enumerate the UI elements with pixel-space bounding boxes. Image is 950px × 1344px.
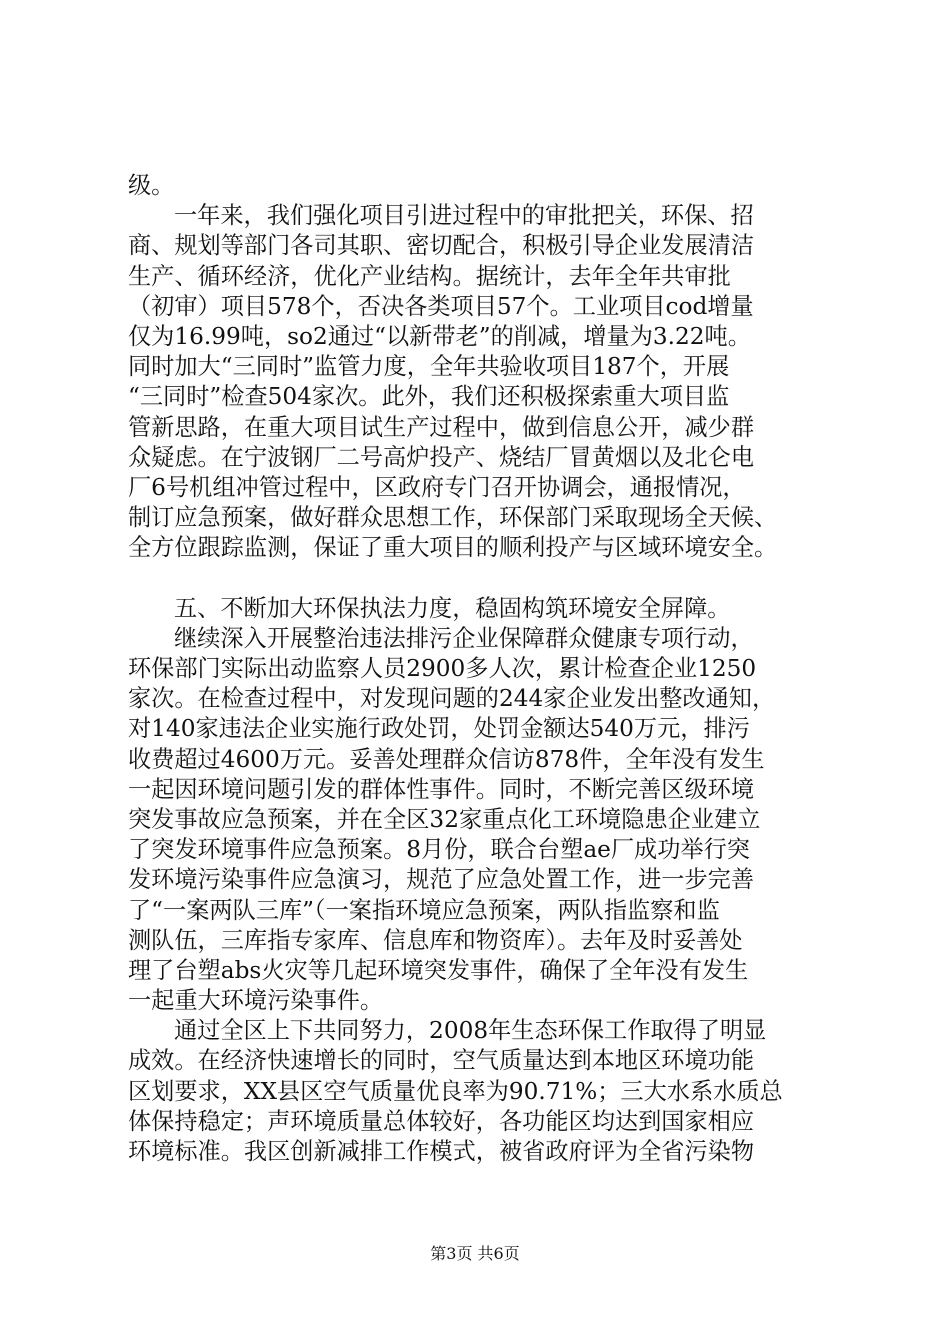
paragraph-enforcement: [128, 624, 838, 1016]
text-line: 区划要求，XX县区空气质量优良率为90.71%；三大水系水质总: [128, 1077, 783, 1105]
text-line: 通过全区上下共同努力，2008年生态环保工作取得了明显: [174, 1017, 767, 1045]
text-line: 级。: [128, 172, 175, 199]
text-line: 收费超过4600万元。妥善处理群众信访878件，全年没有发生: [128, 745, 765, 773]
text-line: 环境标准。我区创新减排工作模式，被省政府评为全省污染物: [128, 1138, 755, 1165]
text-line: 管新思路，在重大项目试生产过程中，做到信息公开，减少群: [128, 413, 755, 441]
text-line: 全方位跟踪监测，保证了重大项目的顺利投产与区域环境安全。: [128, 534, 778, 562]
text-line: （初审）项目578个，否决各类项目57个。工业项目cod增量: [128, 292, 754, 320]
text-line: 对140家违法企业实施行政处罚，处罚金额达540万元，排污: [128, 715, 750, 743]
text-line: 了突发环境事件应急预案。8月份，联合台塑ae厂成功举行突: [128, 836, 750, 864]
text-line: 商、规划等部门各司其职、密切配合，积极引导企业发展清洁: [128, 232, 755, 260]
text-line: 一年来，我们强化项目引进过程中的审批把关，环保、招: [174, 202, 754, 230]
paragraph-project-approval: [128, 201, 838, 563]
text-line: 仅为16.99吨，so2通过“以新带老”的削减，增量为3.22吨。: [128, 322, 751, 350]
text-line: 成效。在经济快速增长的同时，空气质量达到本地区环境功能: [128, 1047, 755, 1075]
section-heading: 五、不断加大环保执法力度，稳固构筑环境安全屏障。: [174, 594, 731, 622]
text-line: 测队伍，三库指专家库、信息库和物资库）。去年及时妥善处: [128, 926, 743, 954]
text-line: 发环境污染事件应急演习，规范了应急处置工作，进一步完善: [128, 866, 755, 894]
page-number-footer: 第3页 共6页: [430, 1244, 520, 1263]
text-line: “三同时”检查504家次。此外，我们还积极探索重大项目监: [128, 383, 730, 411]
text-line: 突发事故应急预案，并在全区32家重点化工环境隐患企业建立: [128, 805, 761, 833]
text-line: 了“一案两队三库”（一案指环境应急预案，两队指监察和监: [128, 896, 720, 924]
text-line: 众疑虑。在宁波钢厂二号高炉投产、烧结厂冒黄烟以及北仑电: [128, 443, 755, 471]
paragraph-continuation: [128, 171, 838, 201]
text-line: 一起因环境问题引发的群体性事件。同时，不断完善区级环境: [128, 775, 755, 803]
text-line: 生产、循环经济，优化产业结构。据统计，去年全年共审批: [128, 262, 731, 290]
text-line: 体保持稳定；声环境质量总体较好，各功能区均达到国家相应: [128, 1107, 755, 1135]
text-line: 理了台塑abs火灾等几起环境突发事件，确保了全年没有发生: [128, 956, 749, 984]
text-line: 制订应急预案，做好群众思想工作，环保部门采取现场全天候、: [128, 504, 778, 532]
text-line: 家次。在检查过程中，对发现问题的244家企业发出整改通知，: [128, 685, 776, 713]
document-body: [128, 171, 838, 1167]
paragraph-results: [128, 1016, 838, 1167]
text-line: 一起重大环境污染事件。: [128, 987, 384, 1015]
text-line: 环保部门实际出动监察人员2900多人次，累计检查企业1250: [128, 655, 757, 682]
text-line: 同时加大“三同时”监管力度，全年共验收项目187个，开展: [128, 353, 730, 381]
text-line: 厂6号机组冲管过程中，区政府专门召开协调会，通报情况，: [128, 473, 746, 501]
text-line: 继续深入开展整治违法排污企业保障群众健康专项行动，: [174, 624, 754, 652]
paragraph-gap: [128, 563, 838, 593]
